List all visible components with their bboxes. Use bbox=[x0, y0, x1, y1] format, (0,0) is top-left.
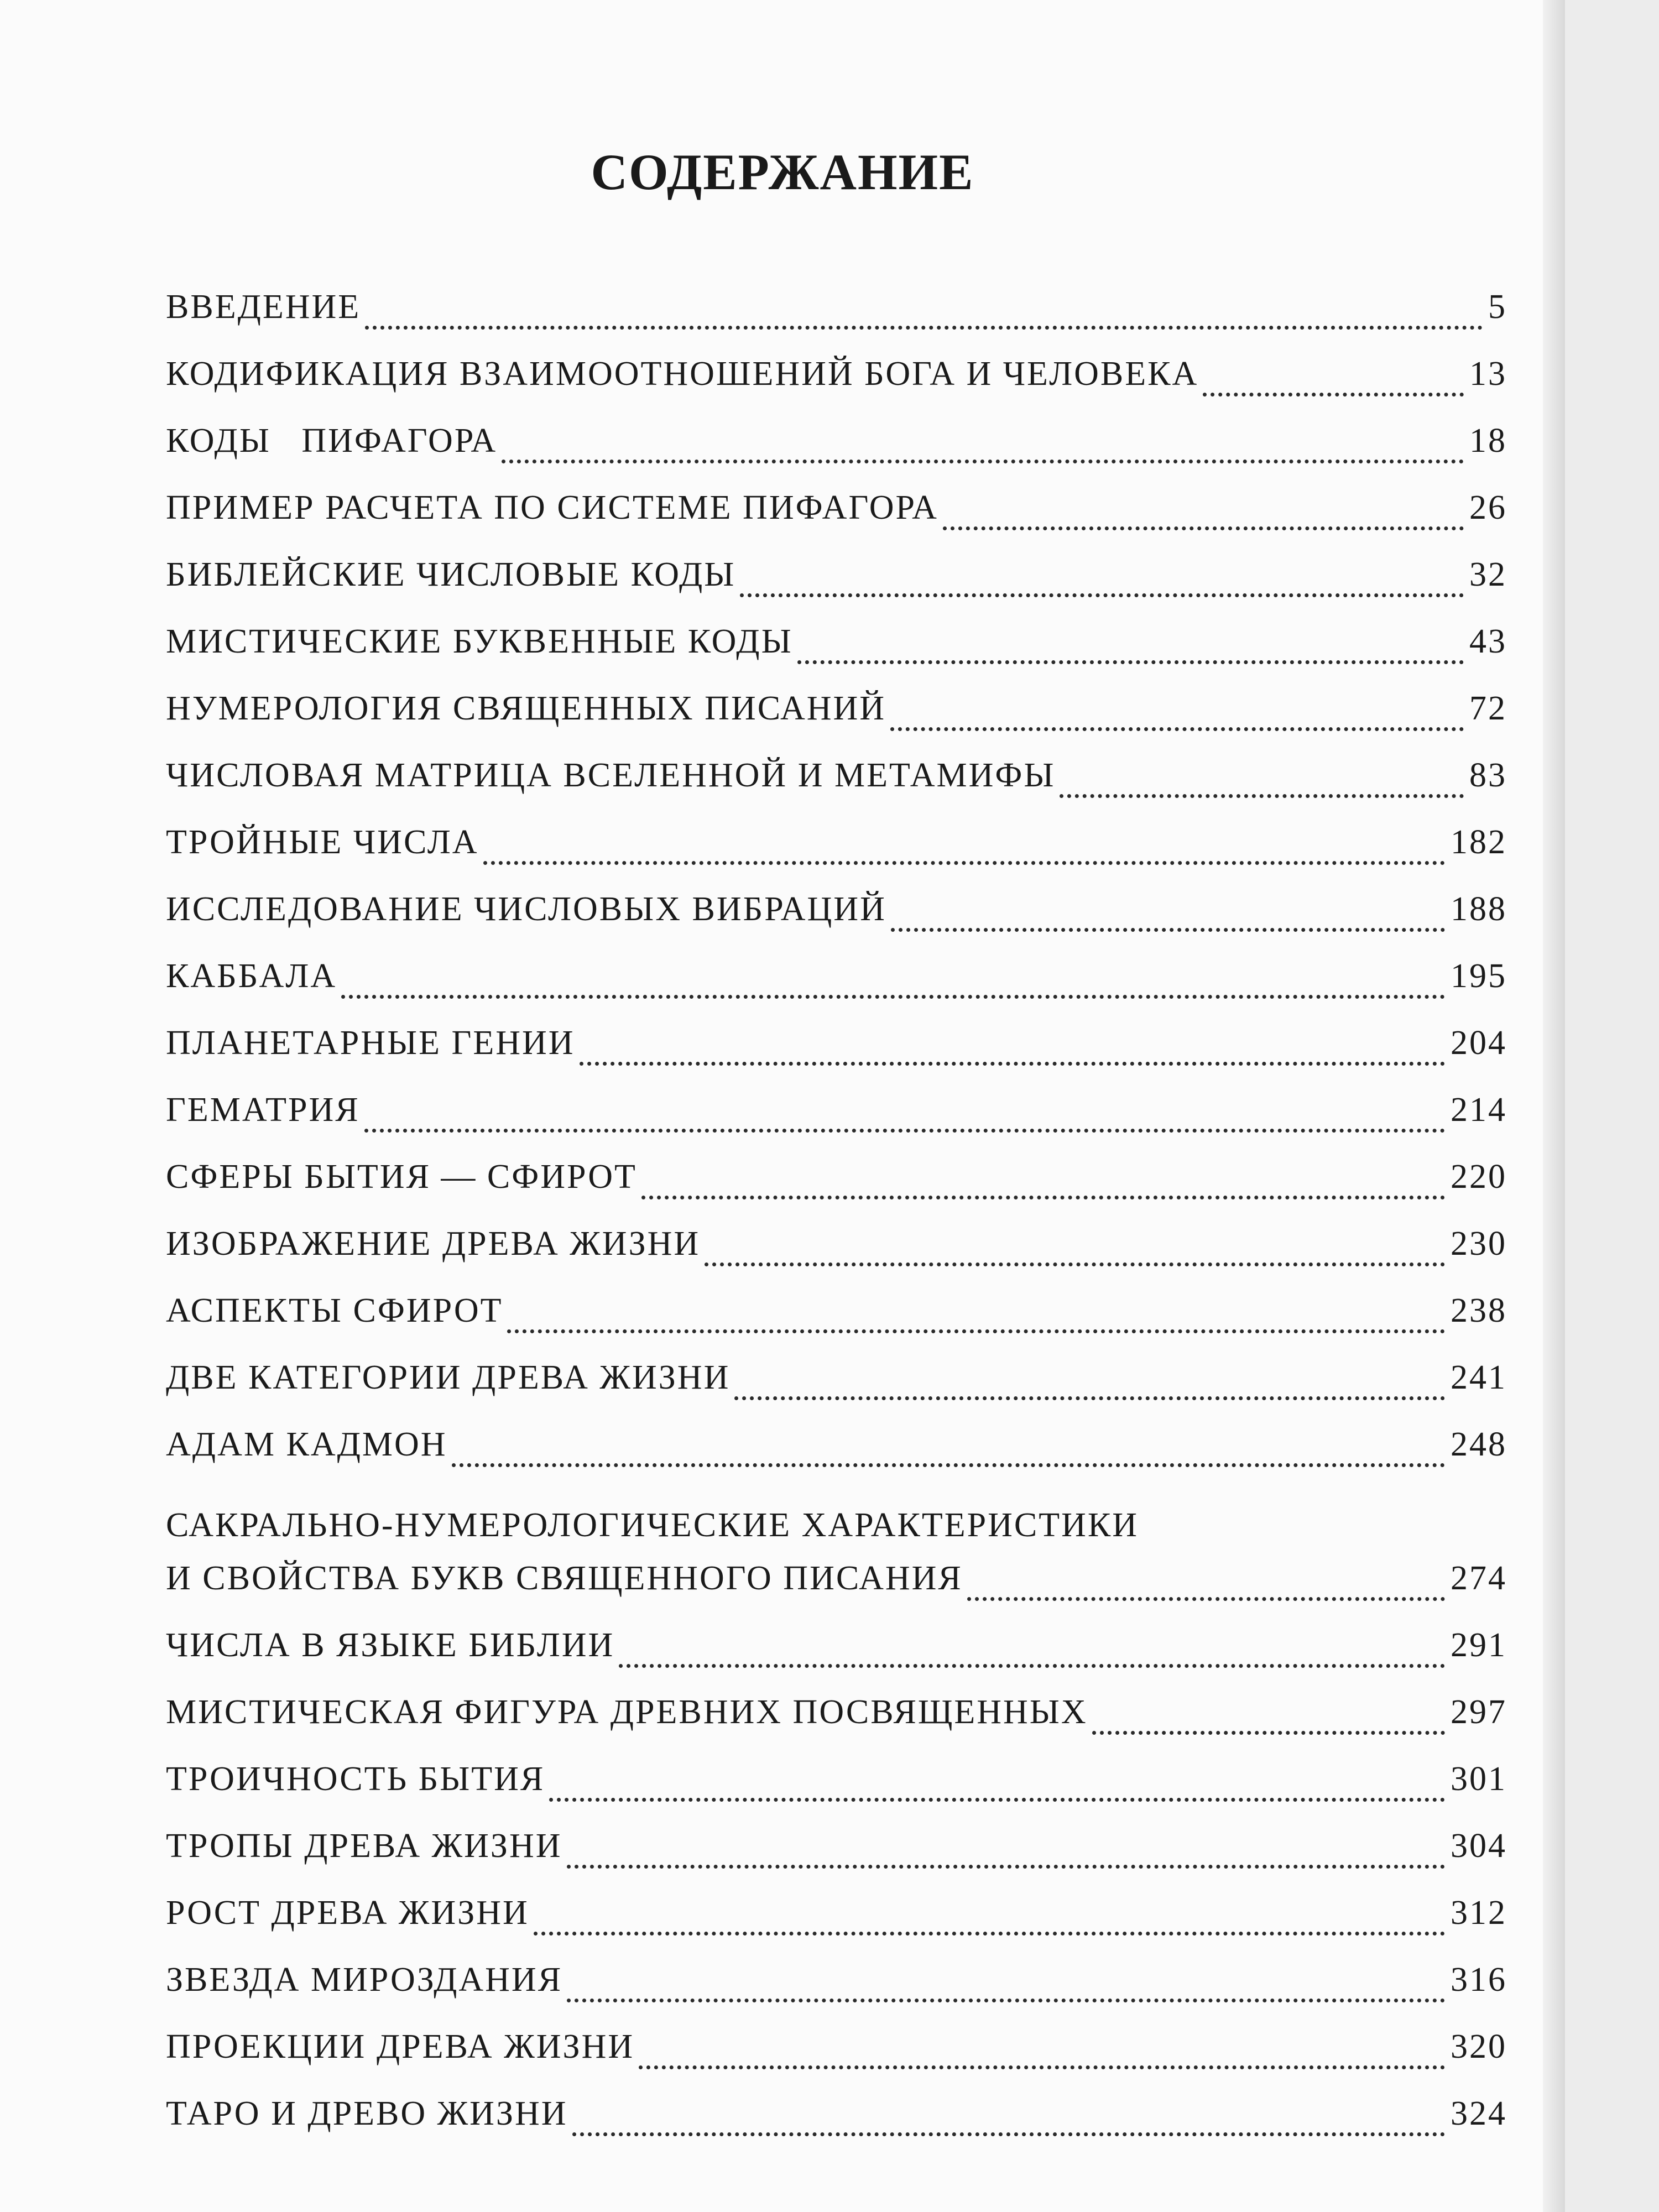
toc-entry-title: ЧИСЛА В ЯЗЫКЕ БИБЛИИ bbox=[166, 1626, 615, 1664]
toc-entry bbox=[166, 890, 1507, 957]
toc-page-number: 297 bbox=[1451, 1693, 1507, 1731]
dot-leader bbox=[1060, 794, 1464, 798]
dot-leader bbox=[639, 2065, 1445, 2069]
toc-entry-title: РОСТ ДРЕВА ЖИЗНИ bbox=[166, 1894, 529, 1932]
dot-leader bbox=[483, 861, 1445, 865]
toc-entry-title: ДВЕ КАТЕГОРИИ ДРЕВА ЖИЗНИ bbox=[166, 1359, 731, 1396]
toc-entry bbox=[166, 1492, 1507, 1626]
toc-entry bbox=[166, 2094, 1507, 2161]
page-title: СОДЕРЖАНИЕ bbox=[591, 144, 974, 200]
dot-leader bbox=[619, 1664, 1445, 1668]
toc-entry-title: ГЕМАТРИЯ bbox=[166, 1091, 360, 1129]
toc-entry-title: КОДИФИКАЦИЯ ВЗАИМООТНОШЕНИЙ БОГА И ЧЕЛОВЕКА bbox=[166, 355, 1199, 393]
toc-entry-title: ЗВЕЗДА МИРОЗДАНИЯ bbox=[166, 1961, 563, 1999]
toc-page-number: 320 bbox=[1451, 2028, 1507, 2065]
toc-page-number: 43 bbox=[1469, 623, 1507, 660]
toc-page-number: 316 bbox=[1451, 1961, 1507, 1999]
dot-leader bbox=[891, 928, 1445, 932]
toc-page-number: 32 bbox=[1469, 556, 1507, 593]
dot-leader bbox=[452, 1463, 1445, 1467]
toc-entry-title: ИЗОБРАЖЕНИЕ ДРЕВА ЖИЗНИ bbox=[166, 1225, 701, 1262]
dot-leader bbox=[534, 1932, 1445, 1936]
toc-entry bbox=[166, 1425, 1507, 1492]
toc-entry-title: ЧИСЛОВАЯ МАТРИЦА ВСЕЛЕННОЙ И МЕТАМИФЫ bbox=[166, 757, 1056, 794]
toc-entry-title: ВВЕДЕНИЕ bbox=[166, 288, 361, 326]
dot-leader bbox=[567, 1865, 1445, 1869]
dot-leader bbox=[943, 526, 1464, 530]
toc-page-number: 324 bbox=[1451, 2095, 1507, 2132]
toc-entry-title-line1: САКРАЛЬНО-НУМЕРОЛОГИЧЕСКИЕ ХАРАКТЕРИСТИКИ bbox=[166, 1506, 1139, 1544]
dot-leader bbox=[734, 1396, 1445, 1400]
toc-entry-title: ТРОПЫ ДРЕВА ЖИЗНИ bbox=[166, 1827, 562, 1865]
toc-page-number: 301 bbox=[1451, 1760, 1507, 1798]
dot-leader bbox=[341, 995, 1445, 999]
toc-entry-title: ТАРО И ДРЕВО ЖИЗНИ bbox=[166, 2095, 568, 2132]
toc-entry bbox=[166, 1024, 1507, 1091]
toc-page-number: 195 bbox=[1451, 957, 1507, 995]
dot-leader bbox=[567, 1999, 1445, 2002]
dot-leader bbox=[364, 1129, 1445, 1133]
toc-entry-title: БИБЛЕЙСКИЕ ЧИСЛОВЫЕ КОДЫ bbox=[166, 556, 736, 593]
dot-leader bbox=[890, 727, 1464, 731]
toc-page-number: 18 bbox=[1469, 422, 1507, 460]
toc-page-number: 304 bbox=[1451, 1827, 1507, 1865]
toc-entry-title: АСПЕКТЫ СФИРОТ bbox=[166, 1292, 503, 1329]
dot-leader bbox=[1203, 393, 1464, 397]
table-of-contents bbox=[166, 288, 1507, 2161]
dot-leader bbox=[365, 326, 1483, 330]
toc-page-number: 230 bbox=[1451, 1225, 1507, 1262]
toc-page-number: 312 bbox=[1451, 1894, 1507, 1932]
toc-page-number: 238 bbox=[1451, 1292, 1507, 1329]
dot-leader bbox=[1092, 1731, 1445, 1735]
dot-leader bbox=[641, 1196, 1445, 1199]
toc-page-number: 204 bbox=[1451, 1024, 1507, 1062]
toc-page-number: 188 bbox=[1451, 890, 1507, 928]
toc-entry-title: КАББАЛА bbox=[166, 957, 337, 995]
toc-page-number: 26 bbox=[1469, 489, 1507, 526]
toc-entry-title: КОДЫ ПИФАГОРА bbox=[166, 422, 498, 460]
toc-entry-title: ПЛАНЕТАРНЫЕ ГЕНИИ bbox=[166, 1024, 575, 1062]
dot-leader bbox=[797, 660, 1464, 664]
toc-page-number: 220 bbox=[1451, 1158, 1507, 1196]
toc-entry-title: И СВОЙСТВА БУКВ СВЯЩЕННОГО ПИСАНИЯ bbox=[166, 1559, 963, 1597]
toc-page-number: 13 bbox=[1469, 355, 1507, 393]
toc-page-number: 291 bbox=[1451, 1626, 1507, 1664]
dot-leader bbox=[740, 593, 1464, 597]
dot-leader bbox=[580, 1062, 1445, 1066]
page-edge bbox=[1565, 0, 1659, 2212]
dot-leader bbox=[967, 1597, 1445, 1601]
toc-entry-title: ТРОИЧНОСТЬ БЫТИЯ bbox=[166, 1760, 545, 1798]
toc-page-number: 72 bbox=[1469, 690, 1507, 727]
toc-entry-title: ПРИМЕР РАСЧЕТА ПО СИСТЕМЕ ПИФАГОРА bbox=[166, 489, 938, 526]
toc-page-number: 241 bbox=[1451, 1359, 1507, 1396]
dot-leader bbox=[705, 1262, 1445, 1266]
toc-page-number: 5 bbox=[1488, 288, 1507, 326]
toc-entry-title: ТРОЙНЫЕ ЧИСЛА bbox=[166, 823, 479, 861]
toc-entry-title: ИССЛЕДОВАНИЕ ЧИСЛОВЫХ ВИБРАЦИЙ bbox=[166, 890, 886, 928]
toc-entry-title: ПРОЕКЦИИ ДРЕВА ЖИЗНИ bbox=[166, 2028, 635, 2065]
toc-entry-title: АДАМ КАДМОН bbox=[166, 1426, 447, 1463]
toc-page-number: 248 bbox=[1451, 1426, 1507, 1463]
toc-page-number: 274 bbox=[1451, 1559, 1507, 1597]
toc-entry-title: МИСТИЧЕСКИЕ БУКВЕННЫЕ КОДЫ bbox=[166, 623, 793, 660]
dot-leader bbox=[507, 1329, 1445, 1333]
toc-entry-title: НУМЕРОЛОГИЯ СВЯЩЕННЫХ ПИСАНИЙ bbox=[166, 690, 886, 727]
dot-leader bbox=[502, 460, 1464, 463]
toc-entry-title: СФЕРЫ БЫТИЯ — СФИРОТ bbox=[166, 1158, 637, 1196]
toc-entry-title: МИСТИЧЕСКАЯ ФИГУРА ДРЕВНИХ ПОСВЯЩЕННЫХ bbox=[166, 1693, 1088, 1731]
toc-page-number: 182 bbox=[1451, 823, 1507, 861]
toc-page-number: 214 bbox=[1451, 1091, 1507, 1129]
toc-page-number: 83 bbox=[1469, 757, 1507, 794]
dot-leader bbox=[572, 2132, 1445, 2136]
dot-leader bbox=[549, 1798, 1445, 1802]
